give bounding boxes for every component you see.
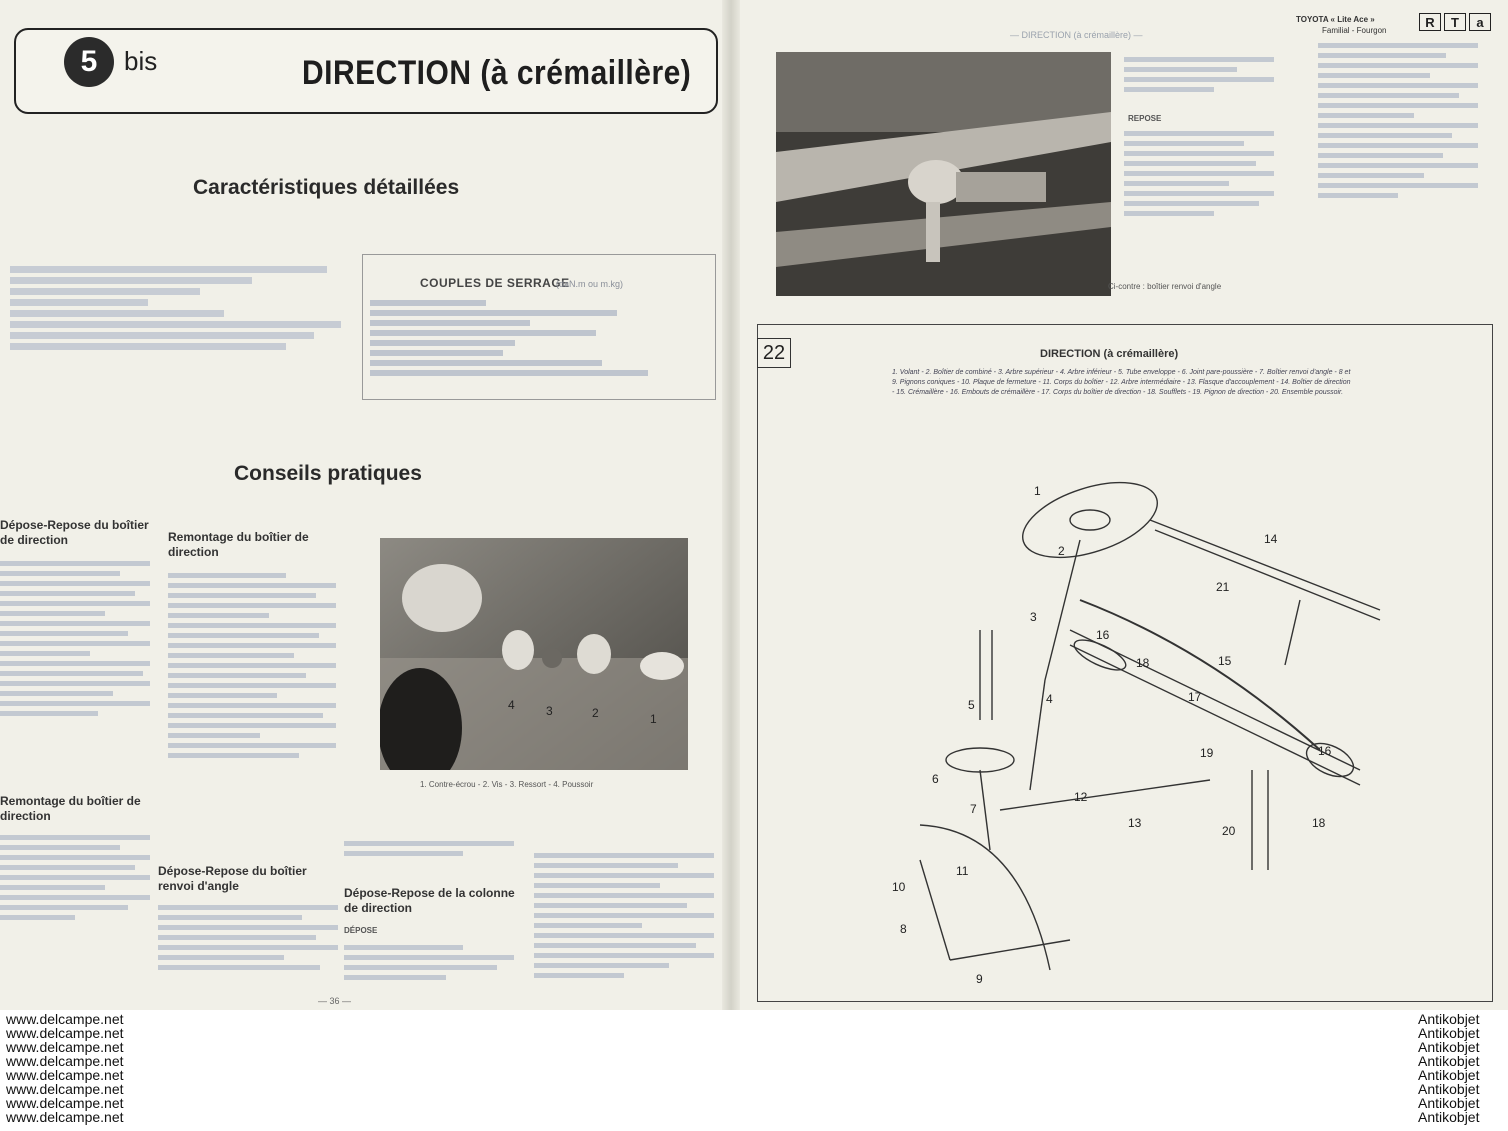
photo-label-3: 3: [546, 704, 553, 718]
footer-right-line: Antikobjet: [1418, 1053, 1480, 1069]
section-heading-conseils: Conseils pratiques: [234, 462, 422, 485]
rta-letter: R: [1419, 13, 1441, 31]
callout-14: 14: [1264, 532, 1278, 546]
photo-label-4: 4: [508, 698, 515, 712]
chapter-title: DIRECTION (à crémaillère): [302, 54, 692, 92]
figure-title: DIRECTION (à crémaillère): [1040, 348, 1179, 360]
brand-subtitle: Familial - Fourgon: [1322, 26, 1387, 35]
callout-19: 19: [1200, 746, 1214, 760]
callout-2: 2: [1058, 544, 1065, 558]
col2-text-2: [158, 900, 338, 975]
callout-8: 8: [900, 922, 907, 936]
exploded-steering-diagram: [880, 430, 1400, 1000]
callout-6: 6: [932, 772, 939, 786]
callout-15: 15: [1218, 654, 1232, 668]
page-gutter: [722, 0, 740, 1010]
chapter-suffix: bis: [124, 46, 158, 76]
section-heading-caracteristiques: Caractéristiques détaillées: [193, 176, 460, 199]
right-col1-text-top: [1124, 52, 1274, 97]
col1-heading-depose: Dépose-Repose du boîtier de direction: [0, 518, 149, 547]
footer-right-line: Antikobjet: [1418, 1011, 1480, 1027]
footer-watermark-right: [1418, 1012, 1479, 1124]
callout-16b: 16: [1318, 744, 1332, 758]
col1-text-2: [0, 830, 150, 925]
col4-text: [534, 848, 714, 983]
page-number-left: — 36 —: [318, 996, 352, 1006]
photo-underside-illustration: [776, 52, 1111, 296]
col3-text: [344, 940, 514, 985]
callout-21: 21: [1216, 580, 1230, 594]
photo-poussoir-illustration: [380, 538, 688, 770]
callout-17: 17: [1188, 690, 1202, 704]
rta-letter: T: [1444, 13, 1466, 31]
figure-legend: 1. Volant - 2. Boîtier de combiné - 3. Arbre supérieur - 4. Arbre inférieur - 5. Tube enveloppe - 6. Joint pare-poussière - 7. Boîtier renvoi d'angle - 8 et 9. Pignons coniques - 10. Plaque de fermeture - 11. Corps du boîtier - 12. Arbre intermédiaire - 13. Flasque d'accouplement - 14. Boîtier de direction - 15. Crémaillère - 16. Embouts de crémaillère - 17. Corps du boîtier de direction - 18. Soufflets - 19. Pignon de direction - 20. Ensemble poussoir.: [892, 369, 1351, 396]
rta-letter: a: [1469, 13, 1491, 31]
footer-right-line: Antikobjet: [1418, 1067, 1480, 1083]
callout-3: 3: [1030, 610, 1037, 624]
footer-left-line: www.delcampe.net: [6, 1053, 124, 1069]
footer-left-line: www.delcampe.net: [6, 1067, 124, 1083]
callout-13: 13: [1128, 816, 1142, 830]
torque-table-title: COUPLES DE SERRAGE: [420, 276, 570, 290]
col2-heading-remontage: Remontage du boîtier de direction: [168, 530, 309, 559]
callout-18b: 18: [1312, 816, 1326, 830]
callout-12: 12: [1074, 790, 1088, 804]
callout-5: 5: [968, 698, 975, 712]
right-col2-text: [1318, 38, 1478, 203]
footer-left-line: www.delcampe.net: [6, 1025, 124, 1041]
photo-boitier-renvoi: [776, 52, 1111, 296]
footer-right-line: Antikobjet: [1418, 1039, 1480, 1055]
callout-11: 11: [956, 864, 969, 878]
footer-left-line: www.delcampe.net: [6, 1109, 124, 1125]
specifications-text-block: [10, 262, 355, 354]
callout-20: 20: [1222, 824, 1236, 838]
footer-watermark-left: [6, 1012, 124, 1124]
callout-10: 10: [892, 880, 906, 894]
col1-text: [0, 556, 150, 721]
col2-heading-renvoi: Dépose-Repose du boîtier renvoi d'angle: [158, 864, 307, 893]
footer-right-line: Antikobjet: [1418, 1095, 1480, 1111]
photo-caption-left: 1. Contre-écrou - 2. Vis - 3. Ressort - 4. Poussoir: [420, 780, 594, 789]
callout-1: 1: [1034, 484, 1041, 498]
footer-left-line: www.delcampe.net: [6, 1095, 124, 1111]
chapter-number-badge: 5: [64, 37, 114, 87]
col3-text-top: [344, 836, 514, 861]
callout-9: 9: [976, 972, 983, 986]
brand-title: TOYOTA « Lite Ace »: [1296, 15, 1375, 24]
footer-left-line: www.delcampe.net: [6, 1011, 124, 1027]
footer-right-line: Antikobjet: [1418, 1109, 1480, 1125]
torque-table-unit: (daN.m ou m.kg): [556, 279, 624, 289]
callout-7: 7: [970, 802, 977, 816]
right-col1-text: [1124, 126, 1274, 221]
col1-heading-remontage: Remontage du boîtier de direction: [0, 794, 141, 823]
photo-caption-right: Ci-contre : boîtier renvoi d'angle: [1108, 282, 1222, 291]
torque-table-rows: [370, 296, 660, 380]
footer-left-line: www.delcampe.net: [6, 1081, 124, 1097]
photo-label-1: 1: [650, 712, 657, 726]
callout-18: 18: [1136, 656, 1150, 670]
footer-right-line: Antikobjet: [1418, 1025, 1480, 1041]
footer-left-line: www.delcampe.net: [6, 1039, 124, 1055]
callout-4: 4: [1046, 692, 1053, 706]
footer-right-line: Antikobjet: [1418, 1081, 1480, 1097]
photo-poussoir-parts: [380, 538, 688, 770]
right-col1-subheading-repose: REPOSE: [1128, 114, 1162, 123]
figure-number: 22: [757, 338, 791, 368]
col2-text: [168, 568, 336, 763]
col3-subheading-depose: DÉPOSE: [344, 926, 378, 935]
col3-heading-colonne: Dépose-Repose de la colonne de direction: [344, 886, 515, 915]
rta-logo: [1419, 13, 1499, 33]
running-head: — DIRECTION (à crémaillère) —: [1010, 30, 1143, 40]
callout-16: 16: [1096, 628, 1110, 642]
photo-label-2: 2: [592, 706, 599, 720]
